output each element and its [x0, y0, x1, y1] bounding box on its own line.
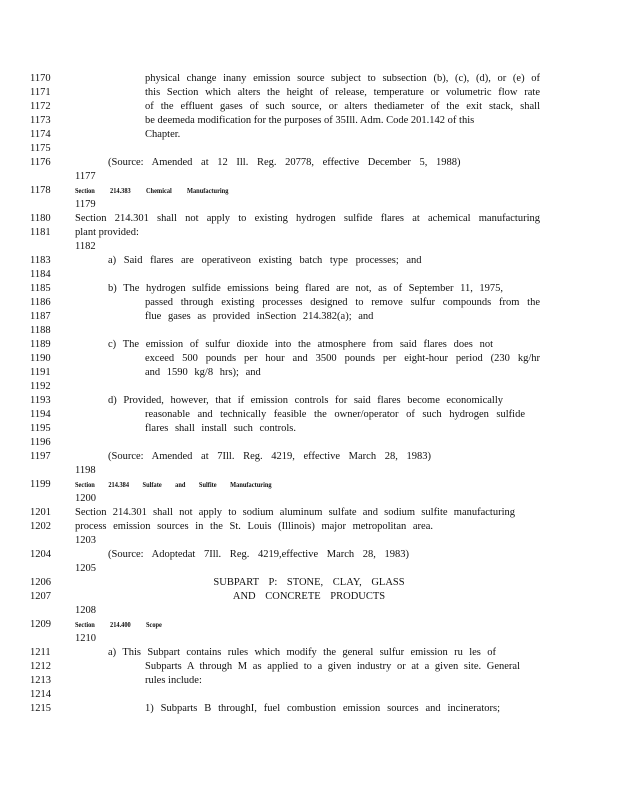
line-number: 1201	[30, 507, 51, 518]
line-number: 1196	[30, 437, 51, 448]
subpart-title: AND CONCRETE PRODUCTS	[232, 591, 386, 602]
line-number: 1214	[30, 689, 51, 700]
line-number: 1209	[30, 619, 51, 630]
line-1210	[0, 632, 618, 646]
line-text: reasonable and technically feasible the owner/operator of such hydrogen sulfide	[145, 409, 525, 420]
line-1215	[0, 702, 618, 716]
line-number: 1175	[30, 143, 51, 154]
line-number: 1172	[30, 101, 51, 112]
line-text: process emission sources in the St. Louis (Illinois) major metropolitan area.	[75, 521, 433, 532]
line-text: plant provided:	[75, 227, 139, 238]
line-number: 1170	[30, 73, 51, 84]
line-text: Subparts A through M as applied to a given industry or at a given site. General	[145, 661, 520, 672]
line-text: flares shall install such controls.	[145, 423, 297, 434]
line-1209	[0, 618, 618, 632]
line-number: 1183	[30, 255, 51, 266]
line-1171	[0, 86, 618, 100]
line-1207	[0, 590, 618, 604]
line-text: (Source: Adoptedat 7Ill. Reg. 4219,effective March 28, 1983)	[108, 549, 410, 560]
line-number: 1174	[30, 129, 51, 140]
line-1196	[0, 436, 618, 450]
line-number: 1178	[30, 185, 51, 196]
section-heading: Section 214.384 Sulfate and Sulfite Manufacturing	[75, 480, 272, 489]
line-text: rules include:	[145, 675, 202, 686]
line-text: a) Said flares are operativeon existing batch type processes; and	[108, 255, 422, 266]
line-1187	[0, 310, 618, 324]
line-number: 1205	[75, 563, 96, 574]
line-text: (Source: Amended at 7Ill. Reg. 4219, effective March 28, 1983)	[108, 451, 431, 462]
line-number: 1215	[30, 703, 51, 714]
line-1179	[0, 198, 618, 212]
line-number: 1179	[75, 199, 96, 210]
line-number: 1187	[30, 311, 51, 322]
line-1211	[0, 646, 618, 660]
line-number: 1185	[30, 283, 51, 294]
line-text: flue gases as provided inSection 214.382(a); and	[145, 311, 374, 322]
line-text: and 1590 kg/8 hrs); and	[145, 367, 261, 378]
line-number: 1210	[75, 633, 96, 644]
line-1205	[0, 562, 618, 576]
line-number: 1193	[30, 395, 51, 406]
line-text: physical change inany emission source subject to subsection (b), (c), (d), or (e) of	[145, 73, 540, 84]
line-1170	[0, 72, 618, 86]
line-number: 1188	[30, 325, 51, 336]
line-number: 1184	[30, 269, 51, 280]
line-text: 1) Subparts B throughI, fuel combustion emission sources and incinerators;	[145, 703, 500, 714]
line-number: 1191	[30, 367, 51, 378]
line-number: 1199	[30, 479, 51, 490]
line-number: 1173	[30, 115, 51, 126]
line-1206	[0, 576, 618, 590]
line-text: of the effluent gases of such source, or alters thediameter of the exit stack, shall	[145, 101, 540, 112]
line-number: 1180	[30, 213, 51, 224]
line-number: 1203	[75, 535, 96, 546]
line-1173	[0, 114, 618, 128]
line-text: b) The hydrogen sulfide emissions being flared are not, as of September 11, 1975,	[108, 283, 503, 294]
line-1190	[0, 352, 618, 366]
line-number: 1190	[30, 353, 51, 364]
line-number: 1211	[30, 647, 51, 658]
line-number: 1195	[30, 423, 51, 434]
line-1185	[0, 282, 618, 296]
line-number: 1194	[30, 409, 51, 420]
line-1176	[0, 156, 618, 170]
line-1180	[0, 212, 618, 226]
line-number: 1176	[30, 157, 51, 168]
line-1174	[0, 128, 618, 142]
line-number: 1198	[75, 465, 96, 476]
line-1200	[0, 492, 618, 506]
line-text: be deemeda modification for the purposes of 35Ill. Adm. Code 201.142 of this	[145, 115, 475, 126]
line-number: 1181	[30, 227, 51, 238]
line-1193	[0, 394, 618, 408]
line-1195	[0, 422, 618, 436]
line-1175	[0, 142, 618, 156]
line-number: 1204	[30, 549, 51, 560]
line-text: (Source: Amended at 12 Ill. Reg. 20778, effective December 5, 1988)	[108, 157, 461, 168]
line-number: 1206	[30, 577, 51, 588]
line-1178	[0, 184, 618, 198]
line-1188	[0, 324, 618, 338]
line-1182	[0, 240, 618, 254]
line-number: 1202	[30, 521, 51, 532]
line-1197	[0, 450, 618, 464]
line-text: this Section which alters the height of release, temperature or volumetric flow rate	[145, 87, 540, 98]
line-1181	[0, 226, 618, 240]
line-text: Section 214.301 shall not apply to sodium aluminum sulfate and sodium sulfite manufacturing	[75, 507, 515, 518]
line-1203	[0, 534, 618, 548]
line-number: 1192	[30, 381, 51, 392]
line-text: Chapter.	[145, 129, 181, 140]
line-text: c) The emission of sulfur dioxide into the atmosphere from said flares does not	[108, 339, 493, 350]
line-number: 1207	[30, 591, 51, 602]
line-text: d) Provided, however, that if emission controls for said flares become economically	[108, 395, 503, 406]
line-1186	[0, 296, 618, 310]
line-1212	[0, 660, 618, 674]
line-text: exceed 500 pounds per hour and 3500 pounds per eight-hour period (230 kg/hr	[145, 353, 540, 364]
line-1172	[0, 100, 618, 114]
section-heading: Section 214.383 Chemical Manufacturing	[75, 186, 229, 195]
line-1202	[0, 520, 618, 534]
line-1189	[0, 338, 618, 352]
line-1201	[0, 506, 618, 520]
line-1184	[0, 268, 618, 282]
subpart-title: SUBPART P: STONE, CLAY, GLASS	[213, 577, 405, 588]
line-1214	[0, 688, 618, 702]
line-1198	[0, 464, 618, 478]
line-number: 1186	[30, 297, 51, 308]
line-number: 1189	[30, 339, 51, 350]
line-number: 1208	[75, 605, 96, 616]
line-1199	[0, 478, 618, 492]
line-1177	[0, 170, 618, 184]
line-1192	[0, 380, 618, 394]
line-number: 1177	[75, 171, 96, 182]
line-1208	[0, 604, 618, 618]
line-1183	[0, 254, 618, 268]
line-number: 1212	[30, 661, 51, 672]
line-number: 1200	[75, 493, 96, 504]
line-1213	[0, 674, 618, 688]
line-number: 1171	[30, 87, 51, 98]
line-1191	[0, 366, 618, 380]
line-number: 1182	[75, 241, 96, 252]
line-number: 1197	[30, 451, 51, 462]
line-1204	[0, 548, 618, 562]
line-number: 1213	[30, 675, 51, 686]
line-text: a) This Subpart contains rules which modify the general sulfur emission ru les of	[108, 647, 496, 658]
line-1194	[0, 408, 618, 422]
line-text: passed through existing processes designed to remove sulfur compounds from the	[145, 297, 540, 308]
line-text: Section 214.301 shall not apply to existing hydrogen sulfide flares at achemical manufacturing	[75, 213, 540, 224]
section-heading: Section 214.400 Scope	[75, 620, 162, 629]
